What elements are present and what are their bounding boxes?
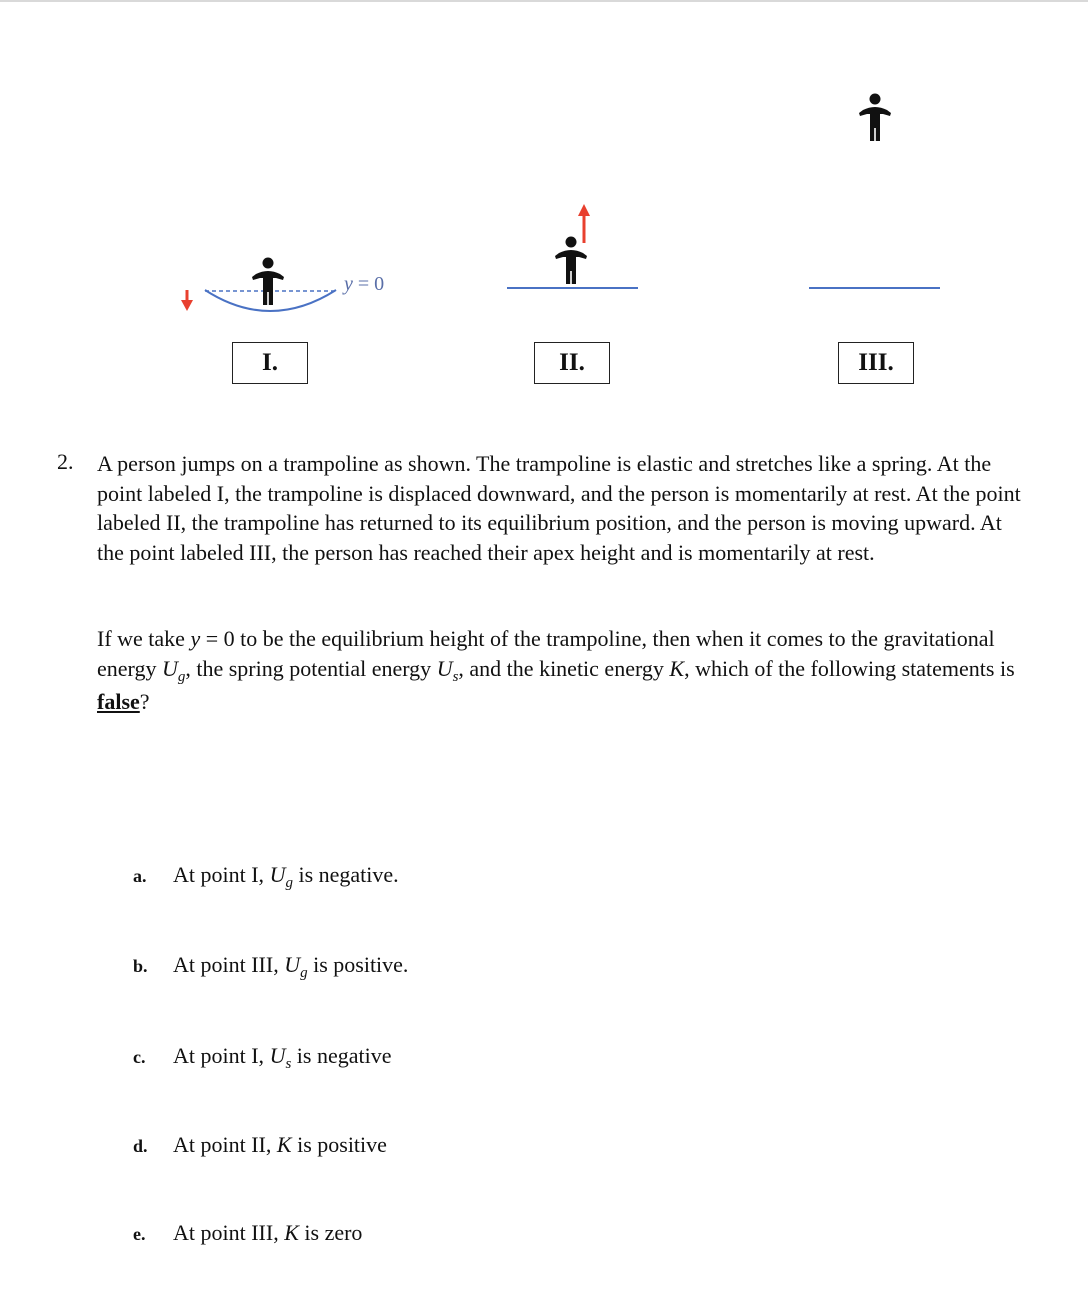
downward-arrow-head xyxy=(181,300,193,311)
upward-arrow-head xyxy=(578,204,590,216)
y-equals-zero-label: y = 0 xyxy=(344,273,385,295)
person-at-point-3 xyxy=(859,94,891,142)
person-at-point-2 xyxy=(555,237,587,285)
trampoline-diagram xyxy=(0,0,1088,400)
point-3-scene xyxy=(809,94,940,289)
choice-a[interactable]: a. At point I, $U_g$ is negative. xyxy=(133,862,399,891)
choice-b[interactable]: b. At point III, $U_g$ is positive. xyxy=(133,952,409,981)
choice-e[interactable]: e. At point III, K is zero xyxy=(133,1220,363,1245)
label-box-point-2: II. xyxy=(534,342,610,384)
question-paragraph-1: A person jumps on a trampoline as shown. The trampoline is elastic and stretches like a spring. At the point labeled I, the trampoline is displaced downward, and the person is momentarily at rest. At the point labeled II, the trampoline has returned to its equilibrium position, and the person is moving upward. At the point labeled III, the person has reached their apex height and is momentarily at rest. xyxy=(97,451,1021,565)
choice-d[interactable]: d. At point II, K is positive xyxy=(133,1132,387,1157)
point-2-scene xyxy=(507,204,638,288)
label-box-point-1: I. xyxy=(232,342,308,384)
question-number: 2. xyxy=(57,449,74,474)
label-box-point-3: III. xyxy=(838,342,914,384)
choice-c[interactable]: c. At point I, $U_s$ is negative xyxy=(133,1043,392,1072)
point-1-scene xyxy=(181,258,384,312)
question-paragraph-2: If we take y = 0 to be the equilibrium height of the trampoline, then when it comes to the gravitational energy $U_g$, the spring potential energy $U_s$, and the kinetic energy K, which of the following statements is false? xyxy=(97,626,1015,714)
person-at-point-1 xyxy=(252,258,284,306)
false-emphasis: false xyxy=(97,689,140,714)
